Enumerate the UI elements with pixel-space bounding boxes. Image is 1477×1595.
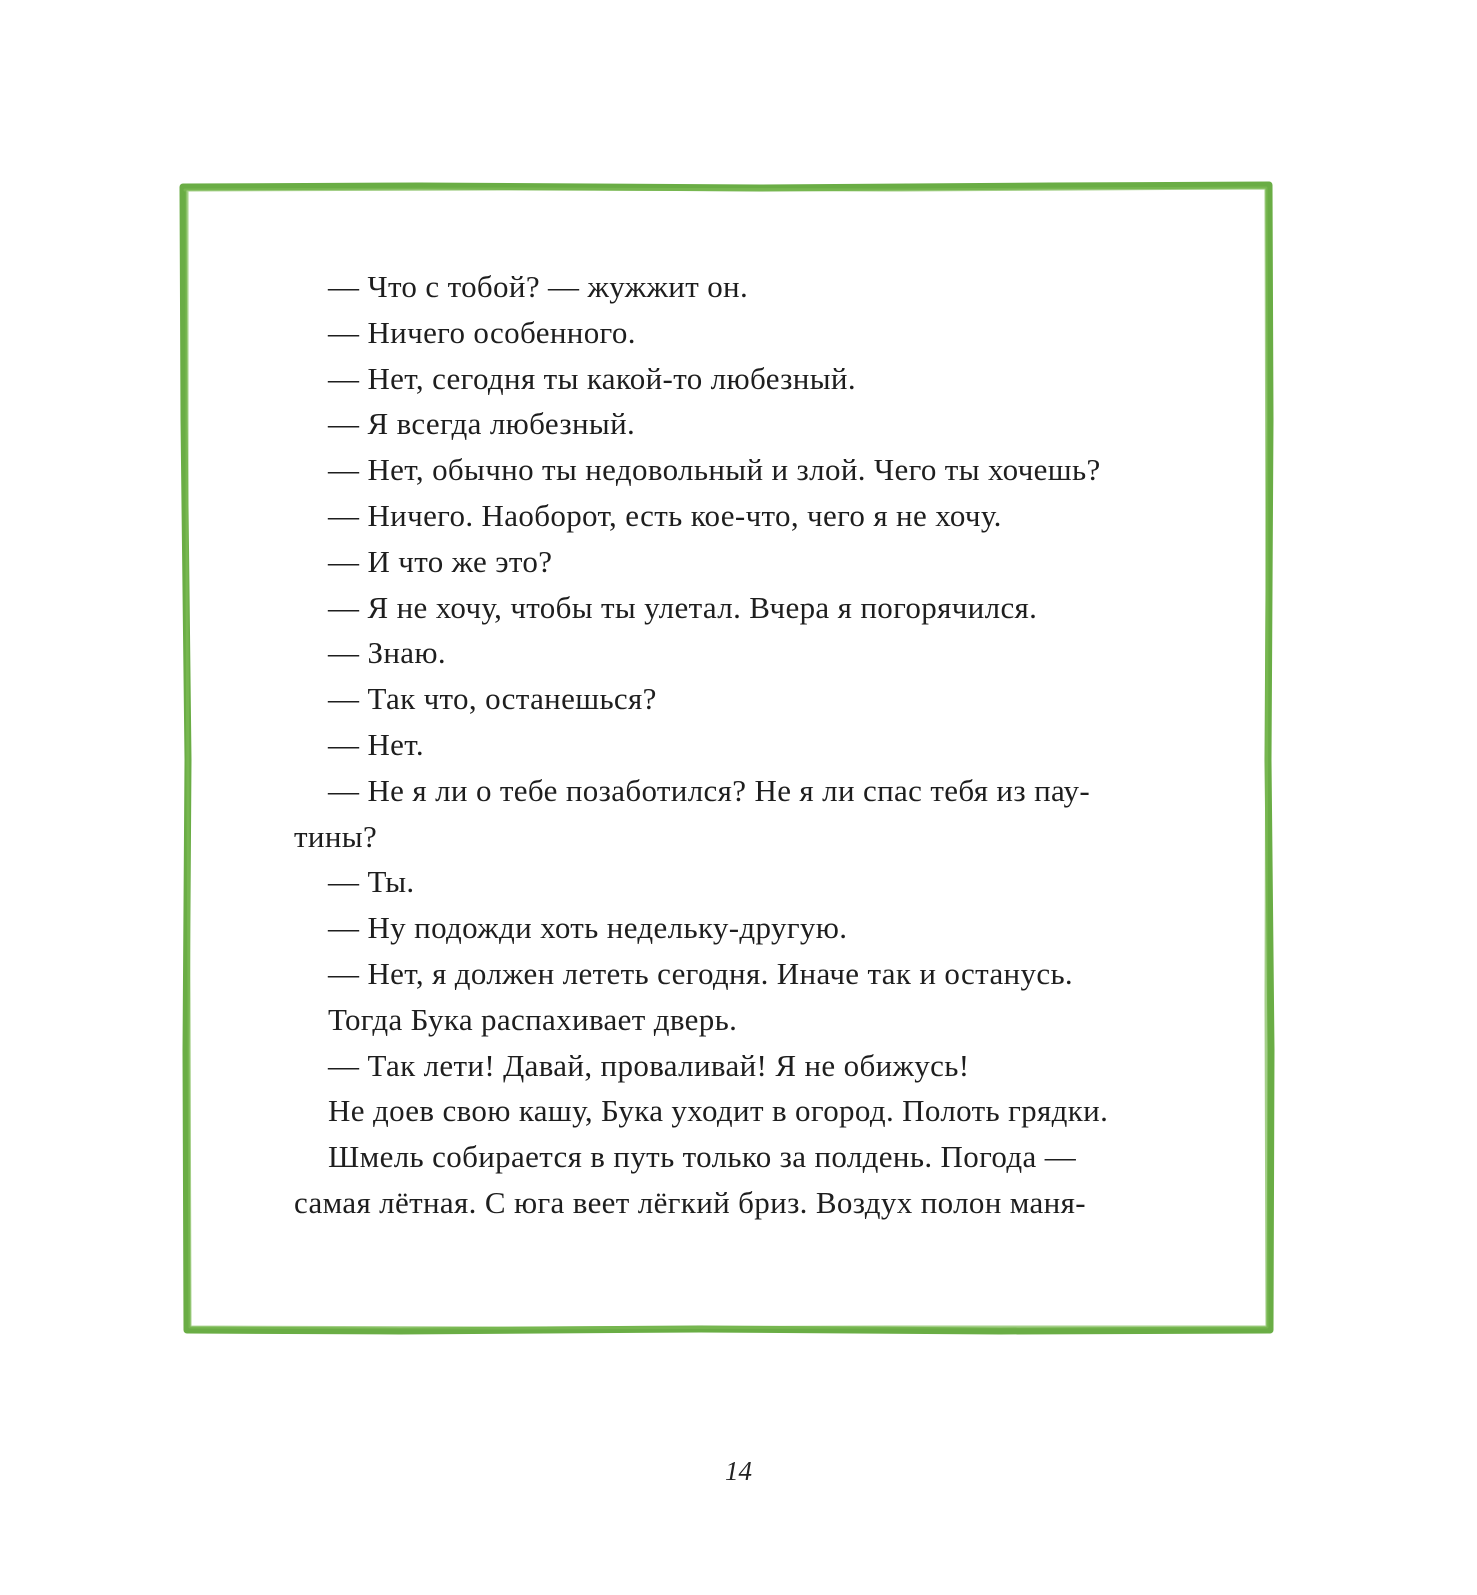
text-line: — Знаю. xyxy=(328,635,446,671)
text-line: — Ну подожди хоть недельку-другую. xyxy=(328,910,848,946)
text-line: самая лётная. С юга веет лёгкий бриз. Воздух полон маня- xyxy=(294,1184,1086,1220)
text-line: — Нет, сегодня ты какой-то любезный. xyxy=(328,360,856,396)
text-line: — Ничего. Наоборот, есть кое-что, чего я не хочу. xyxy=(328,497,1002,533)
text-line: — Нет. xyxy=(328,726,424,762)
text-line: тины? xyxy=(294,818,378,854)
text-line: — Нет, я должен лететь сегодня. Иначе так и останусь. xyxy=(328,955,1074,991)
text-line: — И что же это? xyxy=(328,543,553,579)
text-line: — Так лети! Давай, проваливай! Я не обижусь! xyxy=(328,1047,970,1083)
text-line: — Нет, обычно ты недовольный и злой. Чего ты хочешь? xyxy=(328,452,1101,488)
text-line: — Ты. xyxy=(328,864,415,900)
text-line: — Так что, останешься? xyxy=(328,681,657,717)
text-line: — Ничего особенного. xyxy=(328,314,636,350)
text-line: — Я не хочу, чтобы ты улетал. Вчера я погорячился. xyxy=(328,589,1038,625)
story-text xyxy=(294,264,1194,1226)
text-line: — Не я ли о тебе позаботился? Не я ли спас тебя из пау- xyxy=(328,772,1091,808)
text-line: Не доев свою кашу, Бука уходит в огород. Полоть грядки. xyxy=(328,1093,1109,1129)
text-line: Тогда Бука распахивает дверь. xyxy=(328,1001,738,1037)
text-line: — Я всегда любезный. xyxy=(328,406,636,442)
text-line: — Что с тобой? — жужжит он. xyxy=(328,269,749,304)
page-number: 14 xyxy=(725,1456,752,1486)
text-line: Шмель собирается в путь только за полдень. Погода — xyxy=(328,1139,1077,1175)
